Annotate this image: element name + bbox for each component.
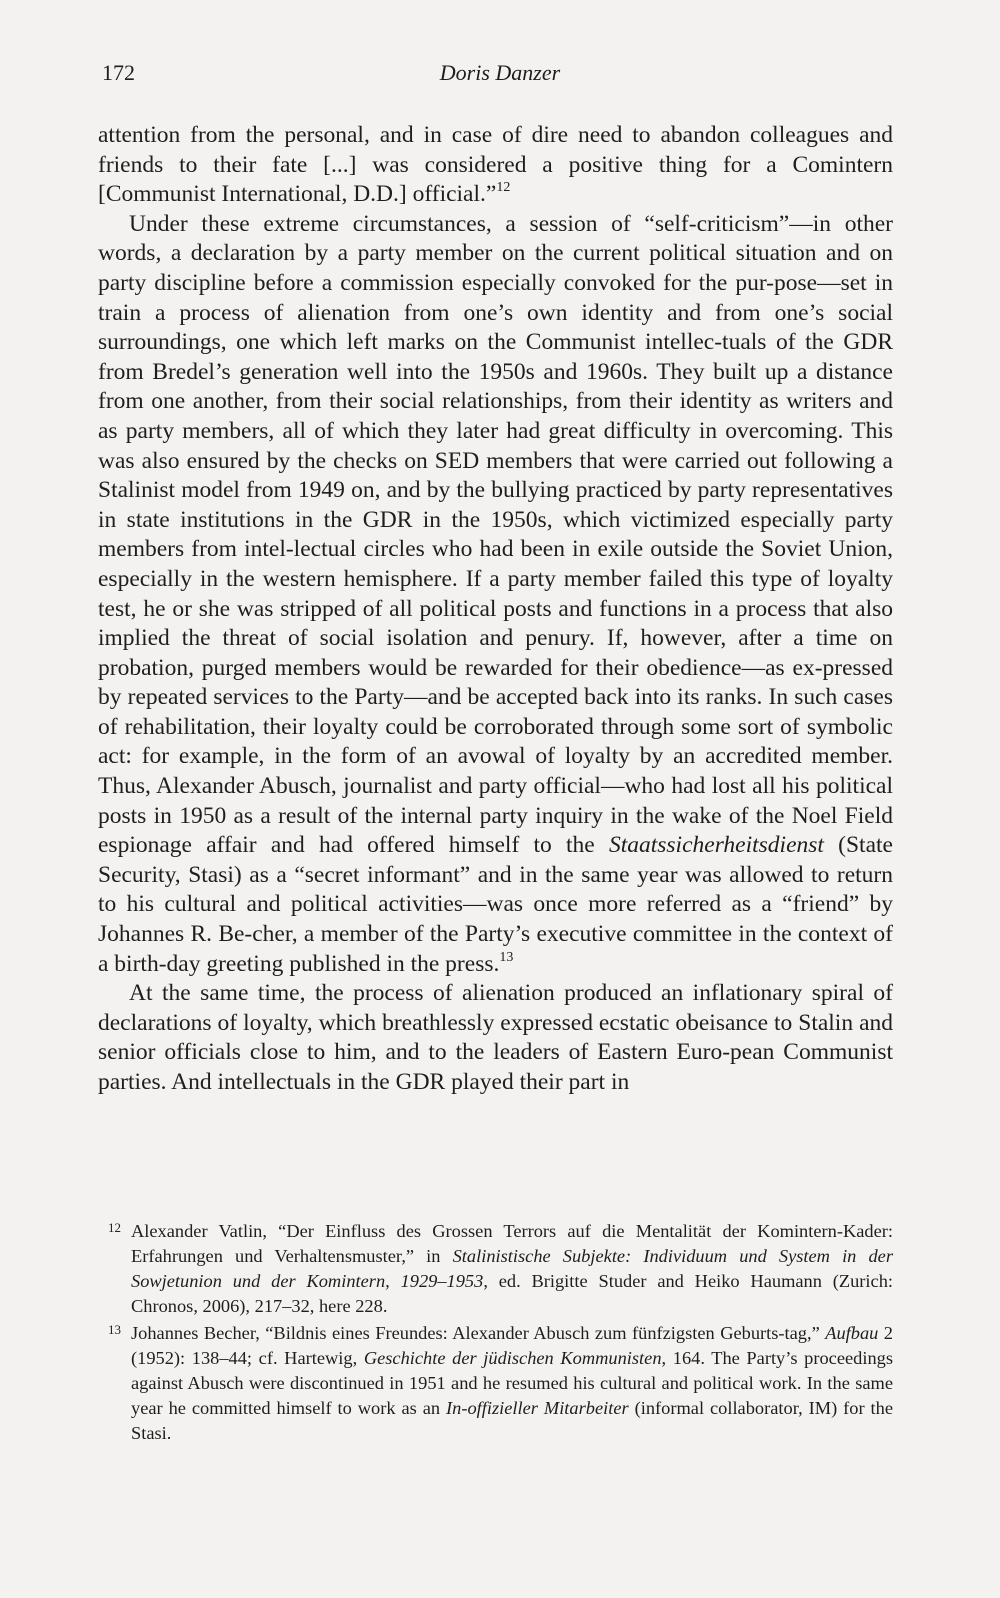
page-number: 172 (102, 60, 135, 85)
running-head-author: Doris Danzer (439, 60, 561, 85)
paragraph-self-criticism (98, 210, 893, 979)
footnote-number: 13 (108, 1322, 121, 1337)
paragraph-text: (State Security, Stasi) as a “secret informant” and in the same year was allowed to return to his cultural and political activities—was once more referred as a “friend” by Johannes R. Be-cher, a member of the Party’s executive committee in the context of a birth-day greeting published in the press. (98, 832, 893, 977)
paragraph-text: At the same time, the process of alienation produced an inflationary spiral of declarations of loyalty, which breathlessly expressed ecstatic obeisance to Stalin and senior officials close to him, and to the leaders of Eastern Euro-pean Communist parties. And intellectuals in the GDR played their part in (98, 980, 893, 1095)
footnote-text: , 164. The Party’s proceedings against Abusch were discontinued in 1951 and he resumed his cultural and political work. In the same year he committed himself to work as an (131, 1348, 893, 1418)
footnote-italic-title: Aufbau (825, 1323, 879, 1343)
italic-term: Staatssicherheitsdienst (608, 832, 824, 859)
footnote-reference: 13 (499, 949, 514, 965)
footnote-text: 2 (1952): 138–44; cf. Hartewig, (131, 1323, 894, 1368)
footnote-text: Johannes Becher, “Bildnis eines Freundes: Alexander Abusch zum fünfzigsten Geburts-tag,” (131, 1323, 826, 1343)
footnote-italic-title: Stalinistische Subjekte: Individuum und System in der Sowjetunion und der Komintern, 1929–1953 (131, 1246, 893, 1291)
footnote-12 (98, 1219, 893, 1319)
footnote-text: , ed. Brigitte Studer and Heiko Haumann (Zurich: Chronos, 2006), 217–32, here 228. (131, 1271, 894, 1316)
paragraph-text: Under these extreme circumstances, a session of “self-criticism”—in other words, a declaration by a party member on the current political situation and on party discipline before a commission especially convoked for the pur-pose—set in train a process of alienation from one’s own identity and from one’s social surroundings, one which left marks on the Communist intellec-tuals of the GDR from Bredel’s generation well into the 1950s and 1960s. They built up a distance from one another, from their social relationships, from their identity as writers and as party members, all of which they later had great difficulty in overcoming. This was also ensured by the checks on SED members that were carried out following a Stalinist model from 1949 on, and by the bullying practiced by party representatives in state institutions in the GDR in the 1950s, which victimized especially party members from intel-lectual circles who had been in exile outside the Soviet Union, especially in the western hemisphere. If a party member failed this type of loyalty test, he or she was stripped of all political posts and functions in a process that also implied the threat of social isolation and penury. If, however, after a time on probation, purged members would be rewarded for their obedience—as ex-pressed by repeated services to the Party—and be accepted back into its ranks. In such cases of rehabilitation, their loyalty could be corroborated through some sort of symbolic act: for example, in the form of an avowal of loyalty by an accredited member. Thus, Alexander Abusch, journalist and party official—who had lost all his political posts in 1950 as a result of the internal party inquiry in the wake of the Noel Field espionage affair and had offered himself to the (98, 210, 893, 859)
footnote-italic-term: In-offizieller Mitarbeiter (446, 1398, 629, 1418)
footnote-text: Alexander Vatlin, “Der Einfluss des Grossen Terrors auf die Mentalität der Komintern-Kader: Erfahrungen und Verhaltensmuster,” in (131, 1221, 893, 1266)
footnote-text: (informal collaborator, IM) for the Stasi. (131, 1398, 893, 1443)
footnote-reference: 12 (496, 180, 511, 196)
paragraph-continued (98, 121, 893, 210)
paragraph-alienation (98, 979, 893, 1097)
footnote-13 (98, 1321, 893, 1446)
footnote-number: 12 (108, 1220, 121, 1235)
paragraph-text: attention from the personal, and in case of dire need to abandon colleagues and friends to their fate [...] was considered a positive thing for a Comintern [Communist International, D.D.] official.” (98, 122, 893, 208)
footnote-italic-title: Geschichte der jüdischen Kommunisten (363, 1348, 662, 1368)
main-text (98, 121, 893, 1098)
footnotes (98, 1219, 893, 1446)
